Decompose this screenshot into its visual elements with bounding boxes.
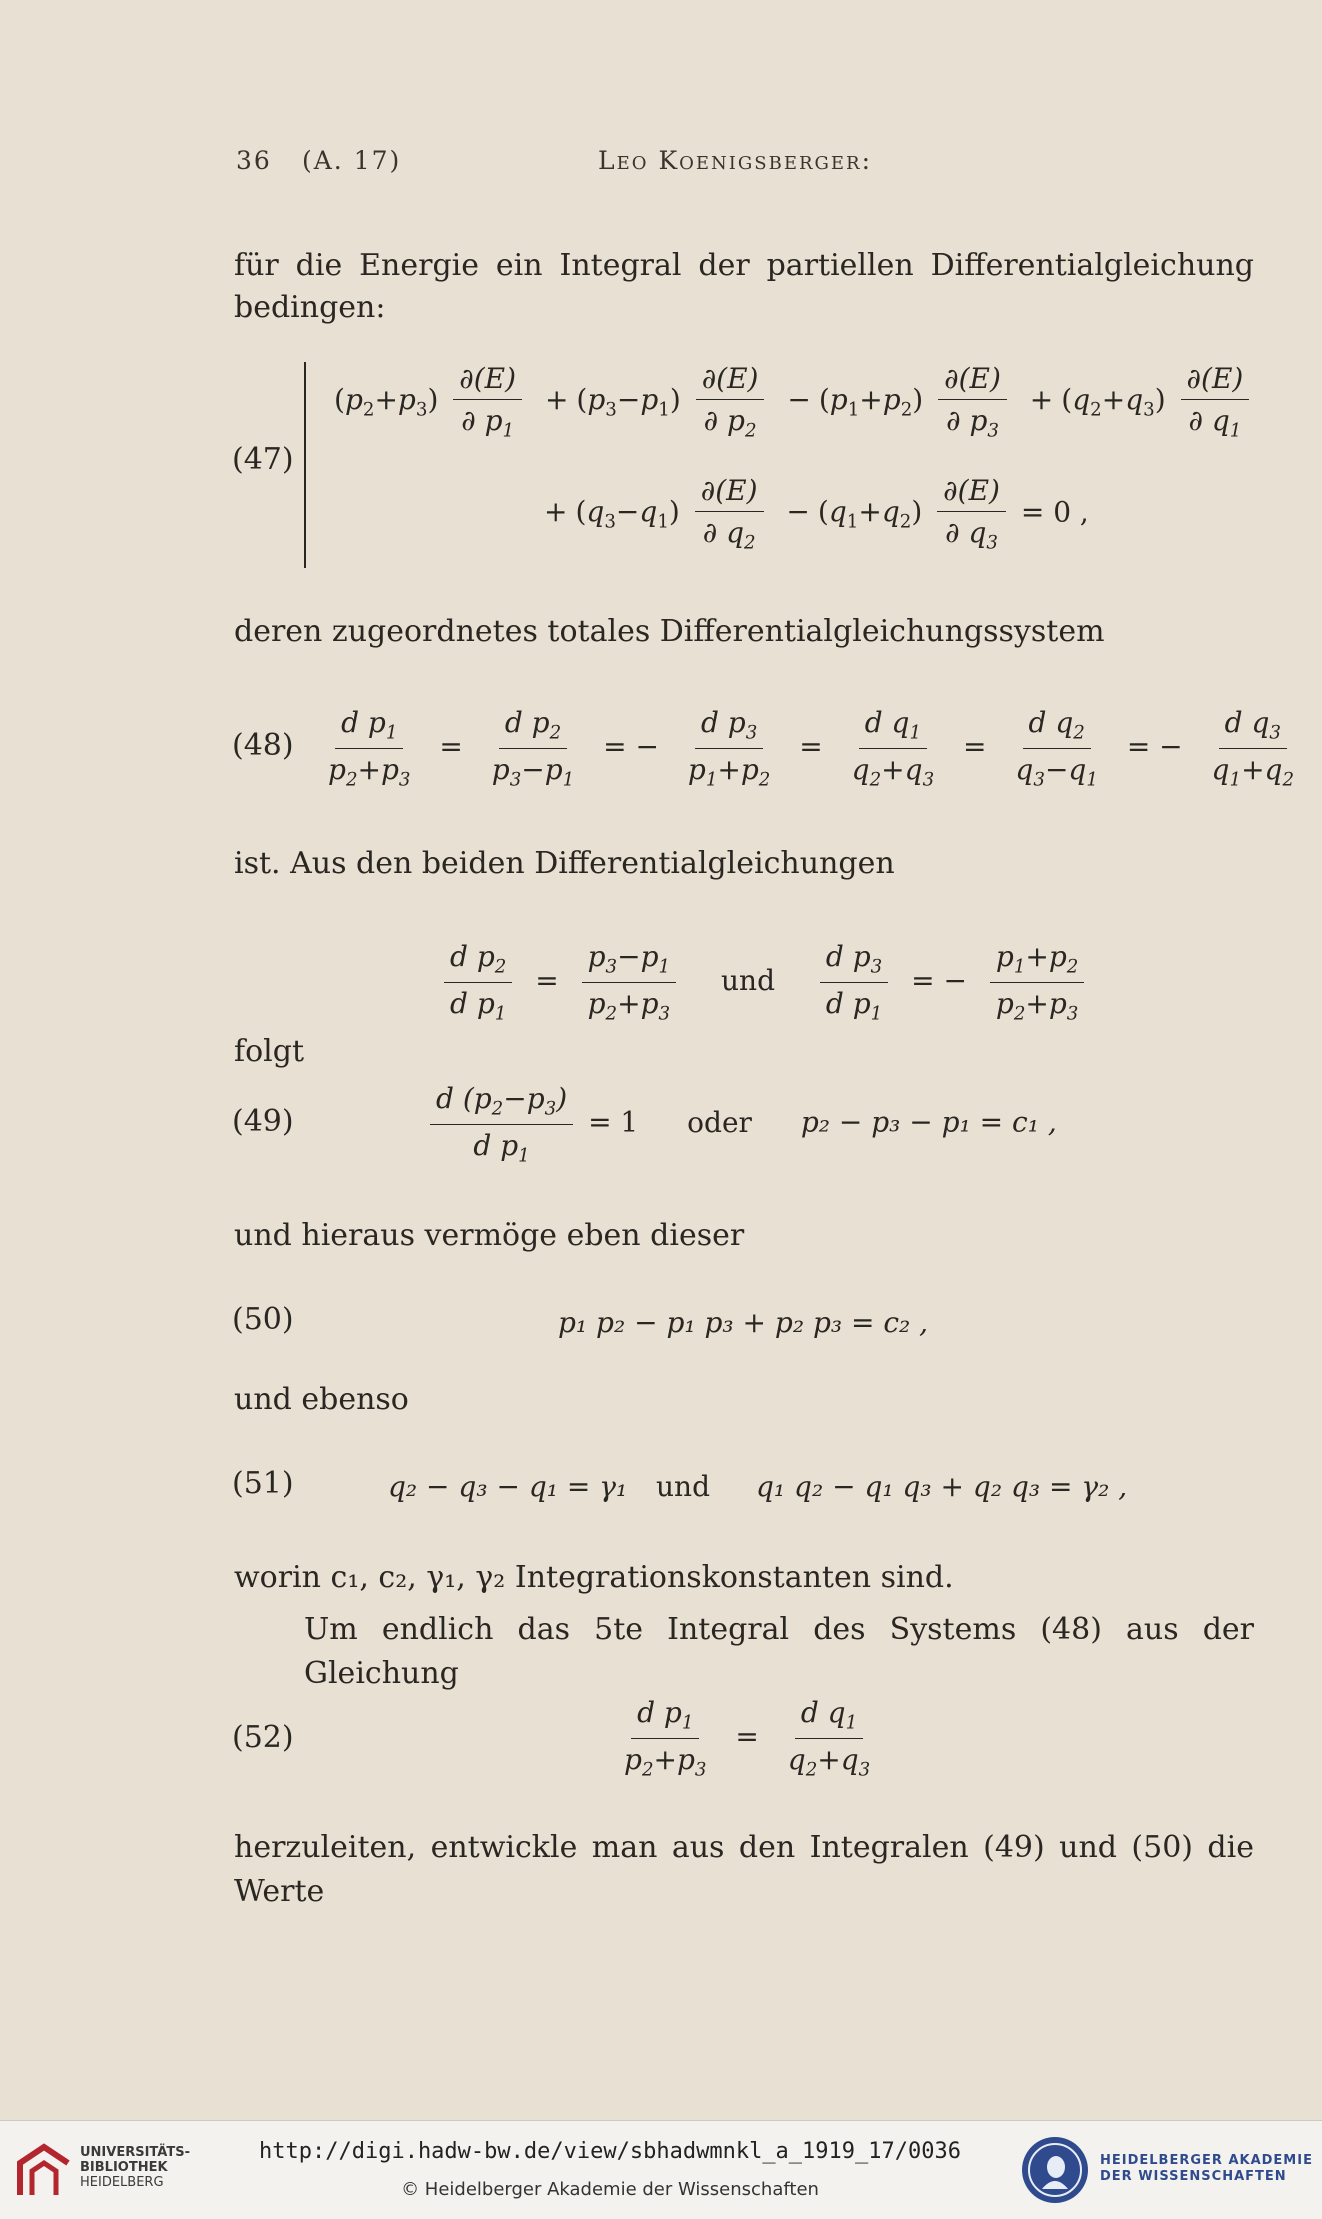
academy-name: HEIDELBERGER AKADEMIE DER WISSENSCHAFTEN: [1100, 2153, 1313, 2184]
paragraph-line: worin c₁, c₂, γ₁, γ₂ Integrationskonstanten sind.: [234, 1560, 954, 1595]
page-number: 36: [236, 146, 272, 175]
document-url-link[interactable]: http://digi.hadw-bw.de/view/sbhadwmnkl_a_1919_17/0036: [259, 2139, 961, 2164]
university-library-logo-icon: [14, 2141, 74, 2201]
header-ref: (A. 17): [302, 146, 402, 175]
und-word: und: [721, 963, 775, 997]
equation-49-integral: p₂ − p₃ − p₁ = c₁ ,: [800, 1105, 1057, 1139]
running-head-author: Leo Koenigsberger:: [598, 146, 873, 175]
paragraph-line: für die Energie ein Integral der partiellen Differentialgleichung: [234, 248, 1254, 283]
equation-52: $\frac{d p_1}{p_2+p_3}$ = $\frac{d q_1}{q_2+q_3}$: [624, 1696, 871, 1781]
paragraph-line: herzuleiten, entwickle man aus den Integralen (49) und (50) die: [234, 1830, 1254, 1865]
paragraph-line: bedingen:: [234, 290, 386, 325]
paragraph-line: folgt: [234, 1034, 305, 1069]
university-library-name: UNIVERSITÄTS- BIBLIOTHEK HEIDELBERG: [80, 2145, 190, 2190]
paragraph-line: ist. Aus den beiden Differentialgleichungen: [234, 846, 895, 881]
equation-49: $\frac{d (p_2-p_3)}{d p_1}$ = 1 oder p₂ − p₃ − p₁ = c₁ ,: [424, 1082, 1057, 1166]
footer-bar: [0, 2120, 1322, 2219]
equation-48: $\frac{d p_1}{p_2+p_3}$ = $\frac{d p_2}{p_3-p_1}$ = − $\frac{d p_3}{p_1+p_2}$ = $\frac{d q_1}{q_2+q_3}$ = $\frac{d q_2}{q_3-q_1}$ = − $\frac{d q_3}{q_1+q_2}$: [328, 706, 1295, 791]
equation-50: p₁ p₂ − p₁ p₃ + p₂ p₃ = c₂ ,: [558, 1306, 929, 1339]
differential-equations: $\frac{d p_2}{d p_1}$ = $\frac{p_3-p_1}{p_2+p_3}$ und $\frac{d p_3}{d p_1}$ = − $\frac{p_1+p_2}{p_2+p_3}$: [438, 940, 1090, 1024]
paragraph-line: und hieraus vermöge eben dieser: [234, 1218, 745, 1253]
copyright-notice: © Heidelberger Akademie der Wissenschaften: [401, 2179, 819, 2200]
equation-47-line-2: + $(q_3-q_1)$ $\frac{\partial(E)}{\partial q_2}$ − $(q_1+q_2)$ $\frac{\partial(E)}{\partial q_3}$ = 0 ,: [544, 474, 1089, 554]
paragraph-line: Werte: [234, 1874, 325, 1909]
equation-51-left: q₂ − q₃ − q₁ = γ₁: [388, 1470, 628, 1503]
oder-word: oder: [687, 1105, 752, 1139]
equation-number-51: (51): [232, 1466, 294, 1501]
equation-51-right: q₁ q₂ − q₁ q₃ + q₂ q₃ = γ₂ ,: [756, 1470, 1128, 1503]
equation-number-50: (50): [232, 1302, 294, 1337]
equation-brace: [304, 362, 306, 568]
equation-number-49: (49): [232, 1104, 294, 1139]
paragraph-line: deren zugeordnetes totales Differentialgleichungssystem: [234, 614, 1105, 649]
equation-49-rhs: = 1: [588, 1105, 639, 1139]
paragraph-line: und ebenso: [234, 1382, 409, 1417]
equation-number-52: (52): [232, 1720, 294, 1755]
equation-number-48: (48): [232, 728, 294, 763]
academy-seal-icon: [1022, 2137, 1088, 2203]
und-word: und: [656, 1470, 710, 1503]
equation-47-line-1: $(p_2+p_3)$ $\frac{\partial(E)}{\partial p_1}$ + $(p_3-p_1)$ $\frac{\partial(E)}{\partial p_2}$ − $(p_1+p_2)$ $\frac{\partial(E)}{\partial p_3}$ + $(q_2+q_3)$ $\frac{\partial(E)}{\partial q_1}$: [334, 362, 1255, 442]
equation-number-47: (47): [232, 442, 294, 477]
equation-47-end: = 0 ,: [1020, 495, 1089, 529]
paragraph-line: Um endlich das 5te Integral des Systems (48) aus der Gleichung: [304, 1612, 1254, 1691]
